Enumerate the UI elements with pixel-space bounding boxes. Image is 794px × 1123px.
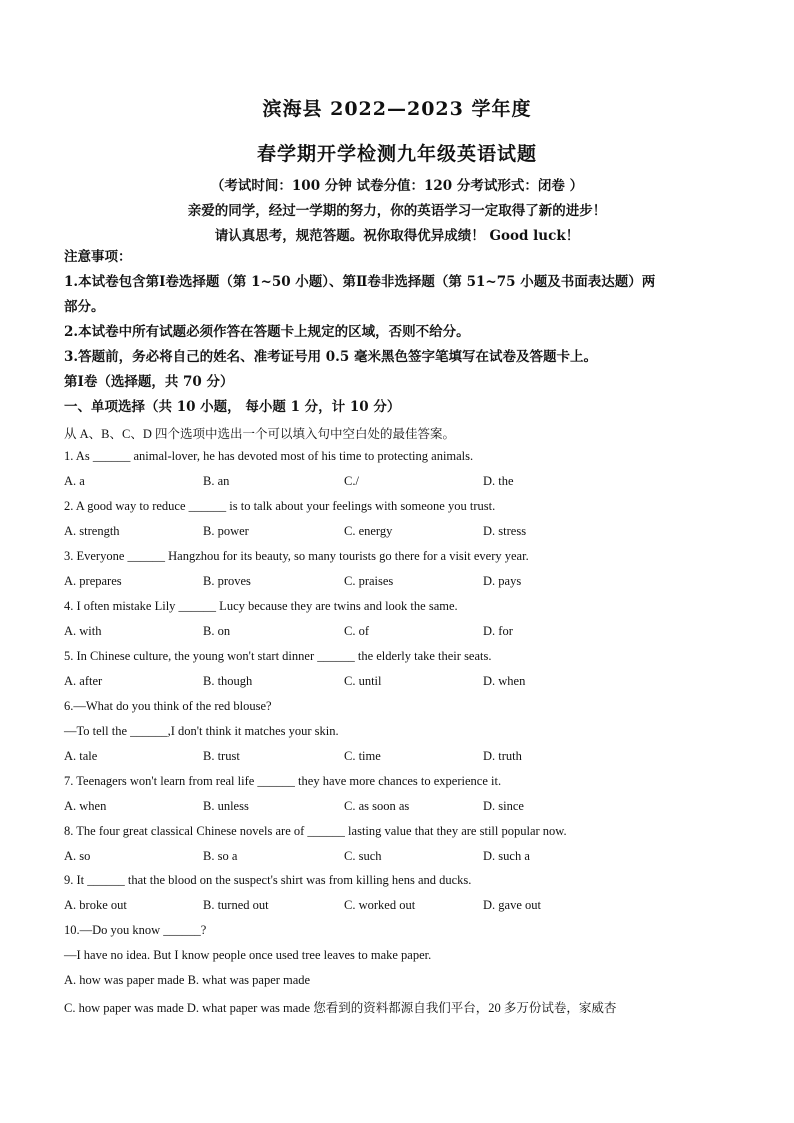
option-c: C. of bbox=[344, 624, 369, 638]
option-row bbox=[64, 574, 744, 592]
notice-item-1-line2: 部分。 bbox=[64, 299, 105, 315]
options-line-2: C. how paper was made D. what paper was made 您看到的资料都源自我们平台，20 多万份试卷，家威杏 bbox=[64, 1001, 617, 1015]
option-a: A. a bbox=[64, 474, 85, 488]
option-c: C. praises bbox=[344, 574, 394, 588]
option-a: A. prepares bbox=[64, 574, 122, 588]
option-b: B. trust bbox=[203, 749, 240, 763]
option-a: A. after bbox=[64, 674, 103, 688]
option-b: B. though bbox=[203, 674, 253, 688]
question-stem: 5. In Chinese culture, the young won't start dinner ______ the elderly take their seats. bbox=[64, 649, 492, 663]
option-d: D. pays bbox=[483, 574, 522, 588]
question-stem: 8. The four great classical Chinese novels are of ______ lasting value that they are still popular now. bbox=[64, 824, 567, 838]
exam-info: （考试时间：100 分钟 试卷分值：120 分考试形式：闭卷 ） bbox=[210, 178, 584, 194]
option-c: C. worked out bbox=[344, 898, 416, 912]
exam-title-line1: 滨海县 2022—2023 学年度 bbox=[262, 98, 532, 120]
option-c: C. until bbox=[344, 674, 382, 688]
option-d: D. for bbox=[483, 624, 513, 638]
part-title: 第Ⅰ卷（选择题，共 70 分） bbox=[64, 374, 234, 390]
option-b: B. so a bbox=[203, 849, 238, 863]
option-a: A. with bbox=[64, 624, 102, 638]
option-a: A. so bbox=[64, 849, 91, 863]
option-row bbox=[64, 674, 744, 692]
option-a: A. strength bbox=[64, 524, 120, 538]
option-row bbox=[64, 524, 744, 542]
option-c: C. time bbox=[344, 749, 381, 763]
option-b: B. unless bbox=[203, 799, 249, 813]
option-row bbox=[64, 749, 744, 767]
option-c: C. energy bbox=[344, 524, 393, 538]
question-stem: 9. It ______ that the blood on the suspect's shirt was from killing hens and ducks. bbox=[64, 873, 472, 887]
option-c: C. such bbox=[344, 849, 382, 863]
option-b: B. turned out bbox=[203, 898, 269, 912]
option-row bbox=[64, 849, 744, 867]
question-stem: 4. I often mistake Lily ______ Lucy because they are twins and look the same. bbox=[64, 599, 458, 613]
question-stem: 10.—Do you know ______? bbox=[64, 923, 207, 937]
option-row bbox=[64, 624, 744, 642]
notice-heading: 注意事项： bbox=[64, 249, 132, 265]
option-a: A. broke out bbox=[64, 898, 127, 912]
section-instruction: 从 A、B、C、D 四个选项中选出一个可以填入句中空白处的最佳答案。 bbox=[64, 427, 455, 441]
exam-title-line2: 春学期开学检测九年级英语试题 bbox=[256, 143, 537, 165]
question-stem: 7. Teenagers won't learn from real life ______ they have more chances to experience it. bbox=[64, 774, 502, 788]
options-line-1: A. how was paper made B. what was paper made bbox=[64, 973, 311, 987]
option-a: A. when bbox=[64, 799, 107, 813]
question-stem: 6.—What do you think of the red blouse? bbox=[64, 699, 272, 713]
question-stem: 3. Everyone ______ Hangzhou for its beauty, so many tourists go there for a visit every year. bbox=[64, 549, 529, 563]
option-a: A. tale bbox=[64, 749, 98, 763]
option-d: D. the bbox=[483, 474, 514, 488]
option-b: B. an bbox=[203, 474, 230, 488]
option-c: C. as soon as bbox=[344, 799, 410, 813]
option-row bbox=[64, 898, 744, 916]
option-d: D. since bbox=[483, 799, 524, 813]
option-d: D. gave out bbox=[483, 898, 541, 912]
option-row bbox=[64, 799, 744, 817]
notice-item-2: 2.本试卷中所有试题必须作答在答题卡上规定的区域，否则不给分。 bbox=[64, 324, 470, 340]
option-b: B. power bbox=[203, 524, 249, 538]
notice-item-1-line1: 1.本试卷包含第Ⅰ卷选择题（第 1~50 小题）、第Ⅱ卷非选择题（第 51~75 小题及书面表达题）两 bbox=[64, 274, 656, 290]
option-b: B. proves bbox=[203, 574, 251, 588]
option-row bbox=[64, 474, 744, 492]
option-d: D. when bbox=[483, 674, 526, 688]
section-title: 一、单项选择（共 10 小题， 每小题 1 分，计 10 分） bbox=[64, 399, 401, 415]
option-d: D. stress bbox=[483, 524, 527, 538]
option-d: D. truth bbox=[483, 749, 522, 763]
greeting-line2: 请认真思考，规范答题。祝你取得优异成绩！ Good luck！ bbox=[214, 228, 580, 244]
option-b: B. on bbox=[203, 624, 231, 638]
question-stem-reply: —To tell the ______,I don't think it matches your skin. bbox=[64, 724, 339, 738]
greeting-line1: 亲爱的同学，经过一学期的努力，你的英语学习一定取得了新的进步！ bbox=[187, 203, 607, 219]
notice-item-3: 3.答题前，务必将自己的姓名、准考证号用 0.5 毫米黑色签字笔填写在试卷及答题卡上。 bbox=[64, 349, 597, 365]
question-stem: 2. A good way to reduce ______ is to talk about your feelings with someone you trust. bbox=[64, 499, 496, 513]
option-d: D. such a bbox=[483, 849, 530, 863]
option-c: C./ bbox=[344, 474, 359, 488]
question-stem-reply: —I have no idea. But I know people once used tree leaves to make paper. bbox=[64, 948, 432, 962]
question-stem: 1. As ______ animal-lover, he has devoted most of his time to protecting animals. bbox=[64, 449, 474, 463]
